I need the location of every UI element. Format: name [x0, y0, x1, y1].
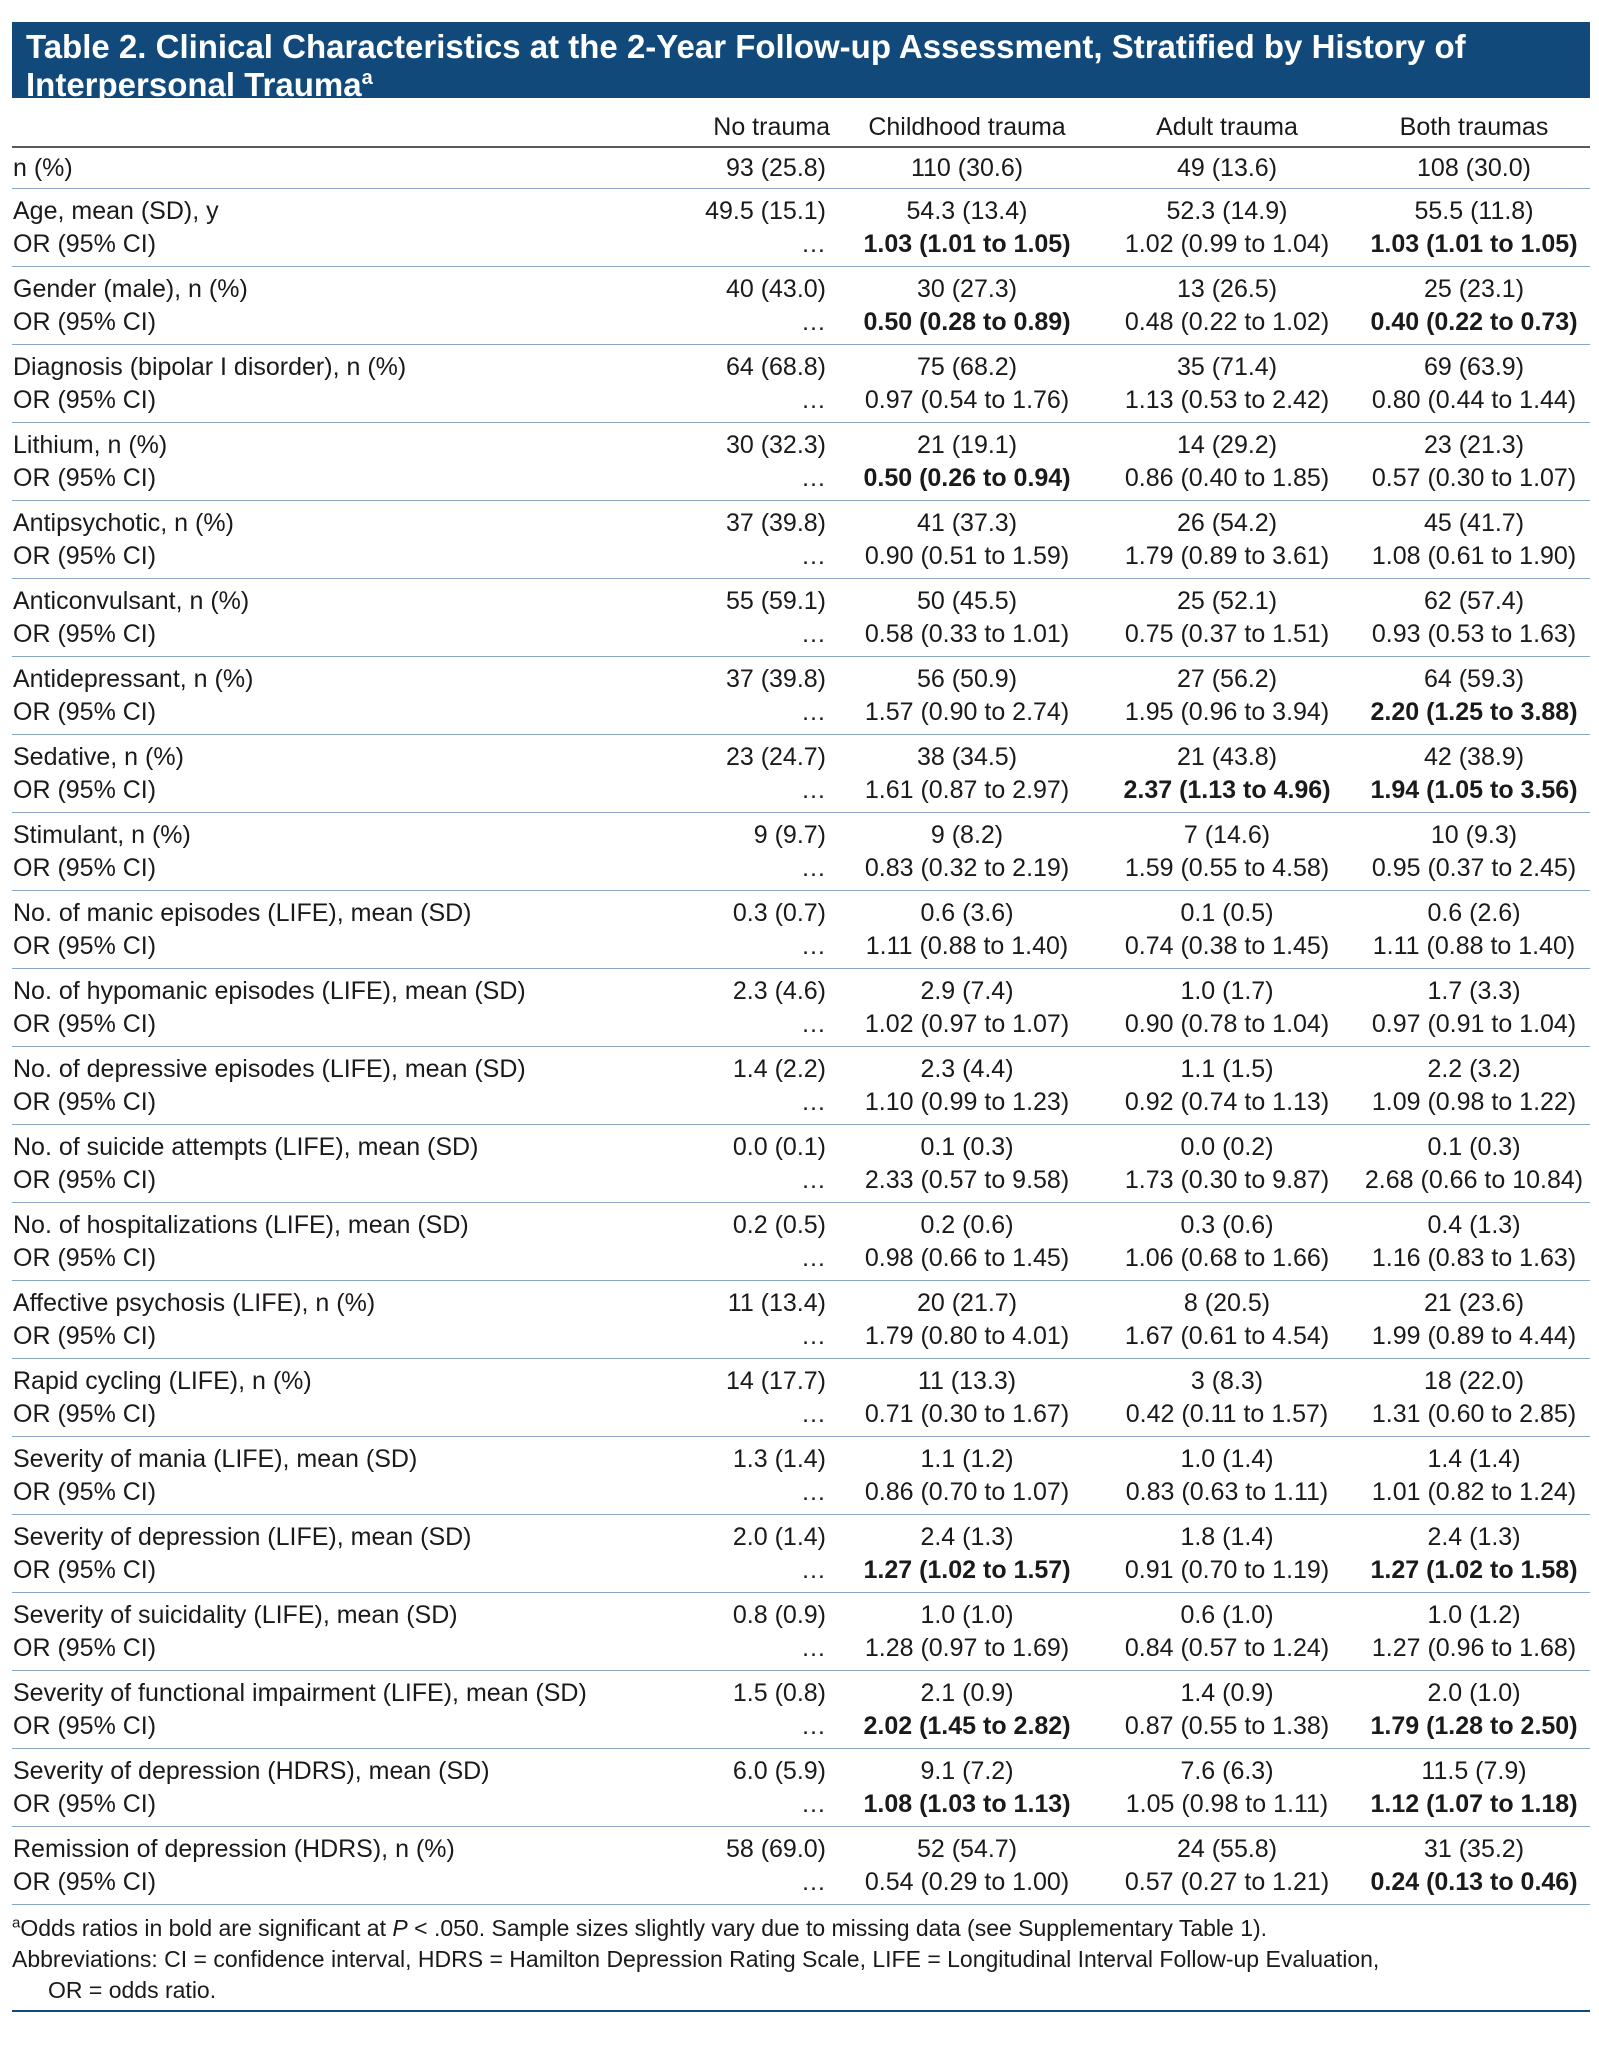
- cell-value: 21 (23.6): [1423, 1289, 1525, 1317]
- cell-value: 1.1 (1.2): [920, 1445, 1014, 1473]
- cell-value: 0.2 (0.5): [732, 1211, 826, 1239]
- row-label: No. of manic episodes (LIFE), mean (SD): [13, 899, 472, 927]
- cell-odds-ratio: …: [801, 854, 826, 882]
- or-label: OR (95% CI): [13, 1478, 157, 1506]
- cell-value: 11.5 (7.9): [1421, 1757, 1527, 1785]
- table-row: [12, 501, 1590, 579]
- table-row: [12, 969, 1590, 1047]
- row-label: Gender (male), n (%): [13, 275, 248, 303]
- or-label: OR (95% CI): [13, 1868, 157, 1896]
- table-row: [12, 1047, 1590, 1125]
- cell-odds-ratio: 1.11 (0.88 to 1.40): [1372, 932, 1576, 960]
- cell-odds-ratio: 1.06 (0.68 to 1.66): [1124, 1244, 1330, 1272]
- cell-value: 75 (68.2): [916, 353, 1018, 381]
- row-label: Age, mean (SD), y: [13, 197, 219, 225]
- cell-value: 30 (27.3): [916, 275, 1018, 303]
- cell-odds-ratio: …: [801, 542, 826, 570]
- cell-value: 0.1 (0.3): [1427, 1133, 1521, 1161]
- or-label: OR (95% CI): [13, 1088, 157, 1116]
- cell-value: 18 (22.0): [1423, 1367, 1525, 1395]
- table-row: [12, 1281, 1590, 1359]
- cell-odds-ratio: 0.92 (0.74 to 1.13): [1124, 1088, 1330, 1116]
- table-row: [12, 891, 1590, 969]
- cell-odds-ratio: …: [801, 698, 826, 726]
- cell-value: 7.6 (6.3): [1180, 1757, 1274, 1785]
- table-row: [12, 1203, 1590, 1281]
- cell-odds-ratio: 1.11 (0.88 to 1.40): [865, 932, 1069, 960]
- cell-value: 37 (39.8): [725, 665, 826, 693]
- row-label: Severity of depression (HDRS), mean (SD): [13, 1757, 490, 1785]
- cell-value: 2.4 (1.3): [1427, 1523, 1521, 1551]
- footnote-a: [12, 1913, 1590, 1944]
- cell-odds-ratio: 0.90 (0.78 to 1.04): [1124, 1010, 1330, 1038]
- cell-odds-ratio: 0.40 (0.22 to 0.73): [1370, 308, 1578, 336]
- cell-odds-ratio: 1.27 (1.02 to 1.57): [863, 1556, 1071, 1584]
- cell-value: 2.1 (0.9): [920, 1679, 1014, 1707]
- footnote-abbreviations: Abbreviations: CI = confidence interval, HDRS = Hamilton Depression Rating Scale, LIFE = Longitudinal Interval Follow-up Evaluation,: [12, 1946, 1380, 1972]
- cell-odds-ratio: 0.50 (0.26 to 0.94): [863, 464, 1071, 492]
- row-label: Anticonvulsant, n (%): [13, 587, 250, 615]
- cell-value: 0.2 (0.6): [920, 1211, 1014, 1239]
- cell-odds-ratio: …: [801, 1634, 826, 1662]
- table-row: [12, 1437, 1590, 1515]
- cell-value: 21 (43.8): [1176, 743, 1278, 771]
- row-label: Rapid cycling (LIFE), n (%): [13, 1367, 312, 1395]
- cell-value: 56 (50.9): [916, 665, 1018, 693]
- cell-value: 62 (57.4): [1423, 587, 1525, 615]
- cell-odds-ratio: 1.02 (0.97 to 1.07): [864, 1010, 1070, 1038]
- cell-value: 2.3 (4.4): [920, 1055, 1014, 1083]
- or-label: OR (95% CI): [13, 1244, 157, 1272]
- cell-value: 54.3 (13.4): [906, 197, 1028, 225]
- cell-value: 31 (35.2): [1423, 1835, 1525, 1863]
- cell-odds-ratio: 0.97 (0.54 to 1.76): [864, 386, 1070, 414]
- cell-odds-ratio: 0.95 (0.37 to 2.45): [1371, 854, 1577, 882]
- cell-odds-ratio: 0.91 (0.70 to 1.19): [1124, 1556, 1330, 1584]
- cell-value: 50 (45.5): [916, 587, 1018, 615]
- cell-odds-ratio: 0.24 (0.13 to 0.46): [1370, 1868, 1578, 1896]
- cell-odds-ratio: …: [801, 386, 826, 414]
- row-label: No. of hospitalizations (LIFE), mean (SD): [13, 1211, 469, 1239]
- cell-value: 11 (13.4): [727, 1289, 826, 1317]
- cell-value: 42 (38.9): [1423, 743, 1525, 771]
- cell-value: 2.0 (1.0): [1427, 1679, 1521, 1707]
- cell-odds-ratio: 1.59 (0.55 to 4.58): [1124, 854, 1330, 882]
- cell-odds-ratio: 0.86 (0.70 to 1.07): [864, 1478, 1070, 1506]
- column-header-no-trauma: No trauma: [668, 98, 838, 147]
- cell-value: 58 (69.0): [725, 1835, 826, 1863]
- cell-value: 1.0 (1.7): [1180, 977, 1274, 1005]
- cell-value: 1.0 (1.0): [920, 1601, 1014, 1629]
- cell-odds-ratio: 1.08 (0.61 to 1.90): [1371, 542, 1577, 570]
- cell-value: 45 (41.7): [1423, 509, 1525, 537]
- cell-odds-ratio: 1.03 (1.01 to 1.05): [1370, 230, 1578, 258]
- cell-value: 9 (8.2): [930, 821, 1004, 849]
- cell-value: 0.0 (0.1): [732, 1133, 826, 1161]
- or-label: OR (95% CI): [13, 620, 157, 648]
- cell-value: 1.5 (0.8): [732, 1679, 826, 1707]
- cell-value: 0.8 (0.9): [732, 1601, 826, 1629]
- cell-odds-ratio: 1.10 (0.99 to 1.23): [864, 1088, 1070, 1116]
- cell-odds-ratio: 0.50 (0.28 to 0.89): [863, 308, 1071, 336]
- table-row: [12, 579, 1590, 657]
- cell-odds-ratio: …: [801, 932, 826, 960]
- cell-value: 1.0 (1.4): [1180, 1445, 1274, 1473]
- cell-value: 26 (54.2): [1176, 509, 1278, 537]
- cell-odds-ratio: …: [801, 1790, 826, 1818]
- cell-odds-ratio: 1.01 (0.82 to 1.24): [1371, 1478, 1577, 1506]
- table-footnotes: [12, 1913, 1590, 2006]
- cell-value: 37 (39.8): [725, 509, 826, 537]
- cell-odds-ratio: …: [801, 1400, 826, 1428]
- cell-value: 108 (30.0): [1417, 154, 1531, 182]
- cell-value: 64 (68.8): [725, 353, 826, 381]
- cell-value: 52.3 (14.9): [1166, 197, 1288, 225]
- cell-odds-ratio: 0.75 (0.37 to 1.51): [1124, 620, 1330, 648]
- cell-value: 64 (59.3): [1423, 665, 1525, 693]
- cell-value: 1.4 (0.9): [1180, 1679, 1274, 1707]
- cell-odds-ratio: 1.02 (0.99 to 1.04): [1124, 230, 1330, 258]
- or-label: OR (95% CI): [13, 1400, 157, 1428]
- table-row: [12, 735, 1590, 813]
- row-label: Remission of depression (HDRS), n (%): [13, 1835, 455, 1863]
- cell-odds-ratio: 1.08 (1.03 to 1.13): [863, 1790, 1071, 1818]
- cell-odds-ratio: 1.94 (1.05 to 3.56): [1370, 776, 1578, 804]
- cell-value: 0.0 (0.2): [1180, 1133, 1274, 1161]
- row-label: Severity of functional impairment (LIFE), mean (SD): [13, 1679, 587, 1707]
- cell-odds-ratio: 1.31 (0.60 to 2.85): [1371, 1400, 1577, 1428]
- cell-odds-ratio: 1.27 (1.02 to 1.58): [1370, 1556, 1578, 1584]
- cell-value: 40 (43.0): [725, 275, 826, 303]
- cell-odds-ratio: …: [801, 776, 826, 804]
- cell-value: 10 (9.3): [1430, 821, 1518, 849]
- column-header-both-traumas: Both traumas: [1358, 98, 1590, 147]
- cell-odds-ratio: 1.57 (0.90 to 2.74): [864, 698, 1070, 726]
- cell-odds-ratio: 1.28 (0.97 to 1.69): [864, 1634, 1070, 1662]
- cell-value: 49.5 (15.1): [705, 197, 826, 225]
- footnote-p-symbol: P: [392, 1915, 408, 1941]
- cell-odds-ratio: …: [801, 1712, 826, 1740]
- cell-odds-ratio: 1.67 (0.61 to 4.54): [1124, 1322, 1330, 1350]
- cell-odds-ratio: 0.83 (0.63 to 1.11): [1125, 1478, 1329, 1506]
- cell-odds-ratio: 0.97 (0.91 to 1.04): [1371, 1010, 1577, 1038]
- row-label: Severity of depression (LIFE), mean (SD): [13, 1523, 472, 1551]
- column-header-childhood-trauma: Childhood trauma: [838, 98, 1096, 147]
- cell-value: 2.4 (1.3): [920, 1523, 1014, 1551]
- or-label: OR (95% CI): [13, 1634, 157, 1662]
- cell-odds-ratio: 2.33 (0.57 to 9.58): [864, 1166, 1070, 1194]
- cell-value: 2.2 (3.2): [1427, 1055, 1521, 1083]
- cell-odds-ratio: 1.79 (0.80 to 4.01): [864, 1322, 1070, 1350]
- footnote-text: Odds ratios in bold are significant at: [20, 1915, 393, 1941]
- table-row: [12, 1515, 1590, 1593]
- cell-odds-ratio: 1.79 (1.28 to 2.50): [1370, 1712, 1578, 1740]
- table-row: [12, 189, 1590, 267]
- table-row-n: [12, 147, 1590, 189]
- cell-value: 0.6 (3.6): [920, 899, 1014, 927]
- cell-value: 1.0 (1.2): [1427, 1601, 1521, 1629]
- cell-odds-ratio: 1.09 (0.98 to 1.22): [1371, 1088, 1577, 1116]
- table-row: [12, 1125, 1590, 1203]
- cell-odds-ratio: 1.73 (0.30 to 9.87): [1124, 1166, 1330, 1194]
- cell-odds-ratio: …: [801, 1556, 826, 1584]
- row-label: No. of suicide attempts (LIFE), mean (SD): [13, 1133, 479, 1161]
- cell-odds-ratio: …: [801, 1322, 826, 1350]
- cell-odds-ratio: 0.71 (0.30 to 1.67): [864, 1400, 1070, 1428]
- cell-odds-ratio: 2.20 (1.25 to 3.88): [1370, 698, 1578, 726]
- cell-value: 0.1 (0.5): [1180, 899, 1274, 927]
- cell-value: 9 (9.7): [753, 821, 826, 849]
- cell-odds-ratio: 1.16 (0.83 to 1.63): [1371, 1244, 1577, 1272]
- cell-value: 11 (13.3): [917, 1367, 1017, 1395]
- cell-odds-ratio: 1.13 (0.53 to 2.42): [1124, 386, 1330, 414]
- cell-value: 0.3 (0.6): [1180, 1211, 1274, 1239]
- cell-odds-ratio: 1.99 (0.89 to 4.44): [1371, 1322, 1577, 1350]
- table-row: [12, 657, 1590, 735]
- table-header-row: [12, 98, 1590, 147]
- cell-value: 69 (63.9): [1423, 353, 1525, 381]
- cell-odds-ratio: 0.42 (0.11 to 1.57): [1125, 1400, 1329, 1428]
- cell-odds-ratio: 2.37 (1.13 to 4.96): [1123, 776, 1331, 804]
- footnote-abbreviations-cont: OR = odds ratio.: [48, 1977, 217, 2003]
- table-title: [12, 22, 1590, 103]
- cell-odds-ratio: 1.03 (1.01 to 1.05): [863, 230, 1071, 258]
- cell-odds-ratio: 0.87 (0.55 to 1.38): [1124, 1712, 1330, 1740]
- cell-odds-ratio: …: [801, 620, 826, 648]
- table-row: [12, 1593, 1590, 1671]
- row-label: Severity of suicidality (LIFE), mean (SD): [13, 1601, 458, 1629]
- or-label: OR (95% CI): [13, 1712, 157, 1740]
- footnote-text: < .050. Sample sizes slightly vary due to missing data (see Supplementary Table 1).: [407, 1915, 1268, 1941]
- cell-value: 1.8 (1.4): [1180, 1523, 1274, 1551]
- row-label: Stimulant, n (%): [13, 821, 191, 849]
- or-label: OR (95% CI): [13, 542, 157, 570]
- cell-value: 25 (52.1): [1176, 587, 1278, 615]
- cell-value: 8 (20.5): [1183, 1289, 1271, 1317]
- table-row: [12, 1359, 1590, 1437]
- row-label: No. of depressive episodes (LIFE), mean (SD): [13, 1055, 526, 1083]
- cell-odds-ratio: 1.95 (0.96 to 3.94): [1124, 698, 1330, 726]
- or-label: OR (95% CI): [13, 308, 157, 336]
- cell-value: 55 (59.1): [725, 587, 826, 615]
- table-row: [12, 1671, 1590, 1749]
- cell-value: 3 (8.3): [1190, 1367, 1264, 1395]
- cell-odds-ratio: 0.57 (0.30 to 1.07): [1371, 464, 1577, 492]
- cell-value: 6.0 (5.9): [732, 1757, 826, 1785]
- cell-value: 21 (19.1): [916, 431, 1018, 459]
- or-label: OR (95% CI): [13, 932, 157, 960]
- cell-value: 0.4 (1.3): [1427, 1211, 1521, 1239]
- cell-odds-ratio: …: [801, 1088, 826, 1116]
- cell-value: 1.4 (1.4): [1427, 1445, 1521, 1473]
- or-label: OR (95% CI): [13, 230, 157, 258]
- row-label: Sedative, n (%): [13, 743, 184, 771]
- cell-value: 20 (21.7): [916, 1289, 1018, 1317]
- cell-odds-ratio: …: [801, 1010, 826, 1038]
- table-title-footnote-marker: a: [361, 67, 373, 89]
- cell-odds-ratio: 0.48 (0.22 to 1.02): [1124, 308, 1330, 336]
- row-label: Affective psychosis (LIFE), n (%): [13, 1289, 376, 1317]
- cell-value: 25 (23.1): [1423, 275, 1525, 303]
- clinical-characteristics-table: [12, 98, 1590, 1905]
- row-label: Severity of mania (LIFE), mean (SD): [13, 1445, 418, 1473]
- cell-value: 0.6 (2.6): [1427, 899, 1521, 927]
- cell-value: 2.9 (7.4): [920, 977, 1014, 1005]
- cell-value: 0.3 (0.7): [732, 899, 826, 927]
- or-label: OR (95% CI): [13, 776, 157, 804]
- cell-value: 14 (17.7): [725, 1367, 826, 1395]
- cell-odds-ratio: 2.02 (1.45 to 2.82): [863, 1712, 1071, 1740]
- or-label: OR (95% CI): [13, 698, 157, 726]
- or-label: OR (95% CI): [13, 1322, 157, 1350]
- row-label: No. of hypomanic episodes (LIFE), mean (SD): [13, 977, 526, 1005]
- cell-odds-ratio: 0.58 (0.33 to 1.01): [864, 620, 1070, 648]
- cell-odds-ratio: 0.80 (0.44 to 1.44): [1371, 386, 1577, 414]
- cell-value: 23 (21.3): [1423, 431, 1525, 459]
- cell-odds-ratio: 1.61 (0.87 to 2.97): [864, 776, 1070, 804]
- cell-odds-ratio: 0.90 (0.51 to 1.59): [864, 542, 1070, 570]
- row-label: Antipsychotic, n (%): [13, 509, 234, 537]
- table-row: [12, 267, 1590, 345]
- cell-value: 14 (29.2): [1176, 431, 1278, 459]
- cell-odds-ratio: …: [801, 308, 826, 336]
- cell-value: 55.5 (11.8): [1414, 197, 1534, 225]
- cell-odds-ratio: …: [801, 1868, 826, 1896]
- cell-value: 13 (26.5): [1176, 275, 1278, 303]
- or-label: OR (95% CI): [13, 386, 157, 414]
- cell-value: 52 (54.7): [916, 1835, 1018, 1863]
- cell-odds-ratio: 1.27 (0.96 to 1.68): [1371, 1634, 1577, 1662]
- cell-value: 2.0 (1.4): [732, 1523, 826, 1551]
- or-label: OR (95% CI): [13, 854, 157, 882]
- cell-odds-ratio: 0.74 (0.38 to 1.45): [1124, 932, 1330, 960]
- table-row: [12, 1827, 1590, 1905]
- footnote-marker: a: [12, 1914, 21, 1932]
- or-label: OR (95% CI): [13, 1010, 157, 1038]
- or-label: OR (95% CI): [13, 1556, 157, 1584]
- cell-odds-ratio: 0.57 (0.27 to 1.21): [1124, 1868, 1330, 1896]
- cell-odds-ratio: 0.93 (0.53 to 1.63): [1371, 620, 1577, 648]
- or-label: OR (95% CI): [13, 1166, 157, 1194]
- table-row: [12, 345, 1590, 423]
- table-row: [12, 813, 1590, 891]
- row-label: Diagnosis (bipolar I disorder), n (%): [13, 353, 407, 381]
- cell-odds-ratio: 2.68 (0.66 to 10.84): [1364, 1166, 1584, 1194]
- cell-odds-ratio: 0.84 (0.57 to 1.24): [1124, 1634, 1330, 1662]
- table-page: [12, 22, 1590, 2012]
- cell-value: 2.3 (4.6): [732, 977, 826, 1005]
- column-header-adult-trauma: Adult trauma: [1096, 98, 1358, 147]
- cell-value: 49 (13.6): [1176, 154, 1278, 182]
- cell-value: 41 (37.3): [916, 509, 1018, 537]
- cell-odds-ratio: …: [801, 1166, 826, 1194]
- cell-value: 23 (24.7): [725, 743, 826, 771]
- table-title-text: Clinical Characteristics at the 2-Year Follow-up Assessment, Stratified by History of Interpersonal Trauma: [26, 28, 1466, 103]
- cell-odds-ratio: …: [801, 1478, 826, 1506]
- cell-odds-ratio: 1.12 (1.07 to 1.18): [1370, 1790, 1578, 1818]
- cell-value: 30 (32.3): [725, 431, 826, 459]
- cell-value: 38 (34.5): [916, 743, 1018, 771]
- cell-value: 9.1 (7.2): [920, 1757, 1014, 1785]
- row-label: Antidepressant, n (%): [13, 665, 254, 693]
- row-label: Lithium, n (%): [13, 431, 168, 459]
- table-title-prefix: Table 2.: [26, 28, 156, 65]
- table-row: [12, 423, 1590, 501]
- cell-value: 1.4 (2.2): [732, 1055, 826, 1083]
- column-header-label: [12, 98, 668, 147]
- bottom-rule: [12, 2010, 1590, 2012]
- cell-odds-ratio: …: [801, 464, 826, 492]
- cell-value: 7 (14.6): [1183, 821, 1271, 849]
- cell-value: 0.6 (1.0): [1180, 1601, 1274, 1629]
- cell-odds-ratio: …: [801, 1244, 826, 1272]
- cell-value: 1.7 (3.3): [1427, 977, 1521, 1005]
- or-label: OR (95% CI): [13, 464, 157, 492]
- cell-value: 35 (71.4): [1176, 353, 1278, 381]
- or-label: OR (95% CI): [13, 1790, 157, 1818]
- cell-value: 0.1 (0.3): [920, 1133, 1014, 1161]
- row-label: n (%): [13, 154, 73, 182]
- cell-odds-ratio: 0.54 (0.29 to 1.00): [864, 1868, 1070, 1896]
- cell-odds-ratio: 0.86 (0.40 to 1.85): [1124, 464, 1330, 492]
- cell-value: 24 (55.8): [1176, 1835, 1278, 1863]
- cell-odds-ratio: 0.83 (0.32 to 2.19): [864, 854, 1070, 882]
- cell-odds-ratio: 0.98 (0.66 to 1.45): [864, 1244, 1070, 1272]
- cell-odds-ratio: …: [801, 230, 826, 258]
- table-row: [12, 1749, 1590, 1827]
- cell-value: 1.3 (1.4): [732, 1445, 826, 1473]
- cell-value: 1.1 (1.5): [1180, 1055, 1274, 1083]
- cell-value: 110 (30.6): [910, 154, 1024, 182]
- cell-value: 93 (25.8): [725, 154, 826, 182]
- cell-odds-ratio: 1.05 (0.98 to 1.11): [1125, 1790, 1329, 1818]
- cell-odds-ratio: 1.79 (0.89 to 3.61): [1124, 542, 1330, 570]
- cell-value: 27 (56.2): [1176, 665, 1278, 693]
